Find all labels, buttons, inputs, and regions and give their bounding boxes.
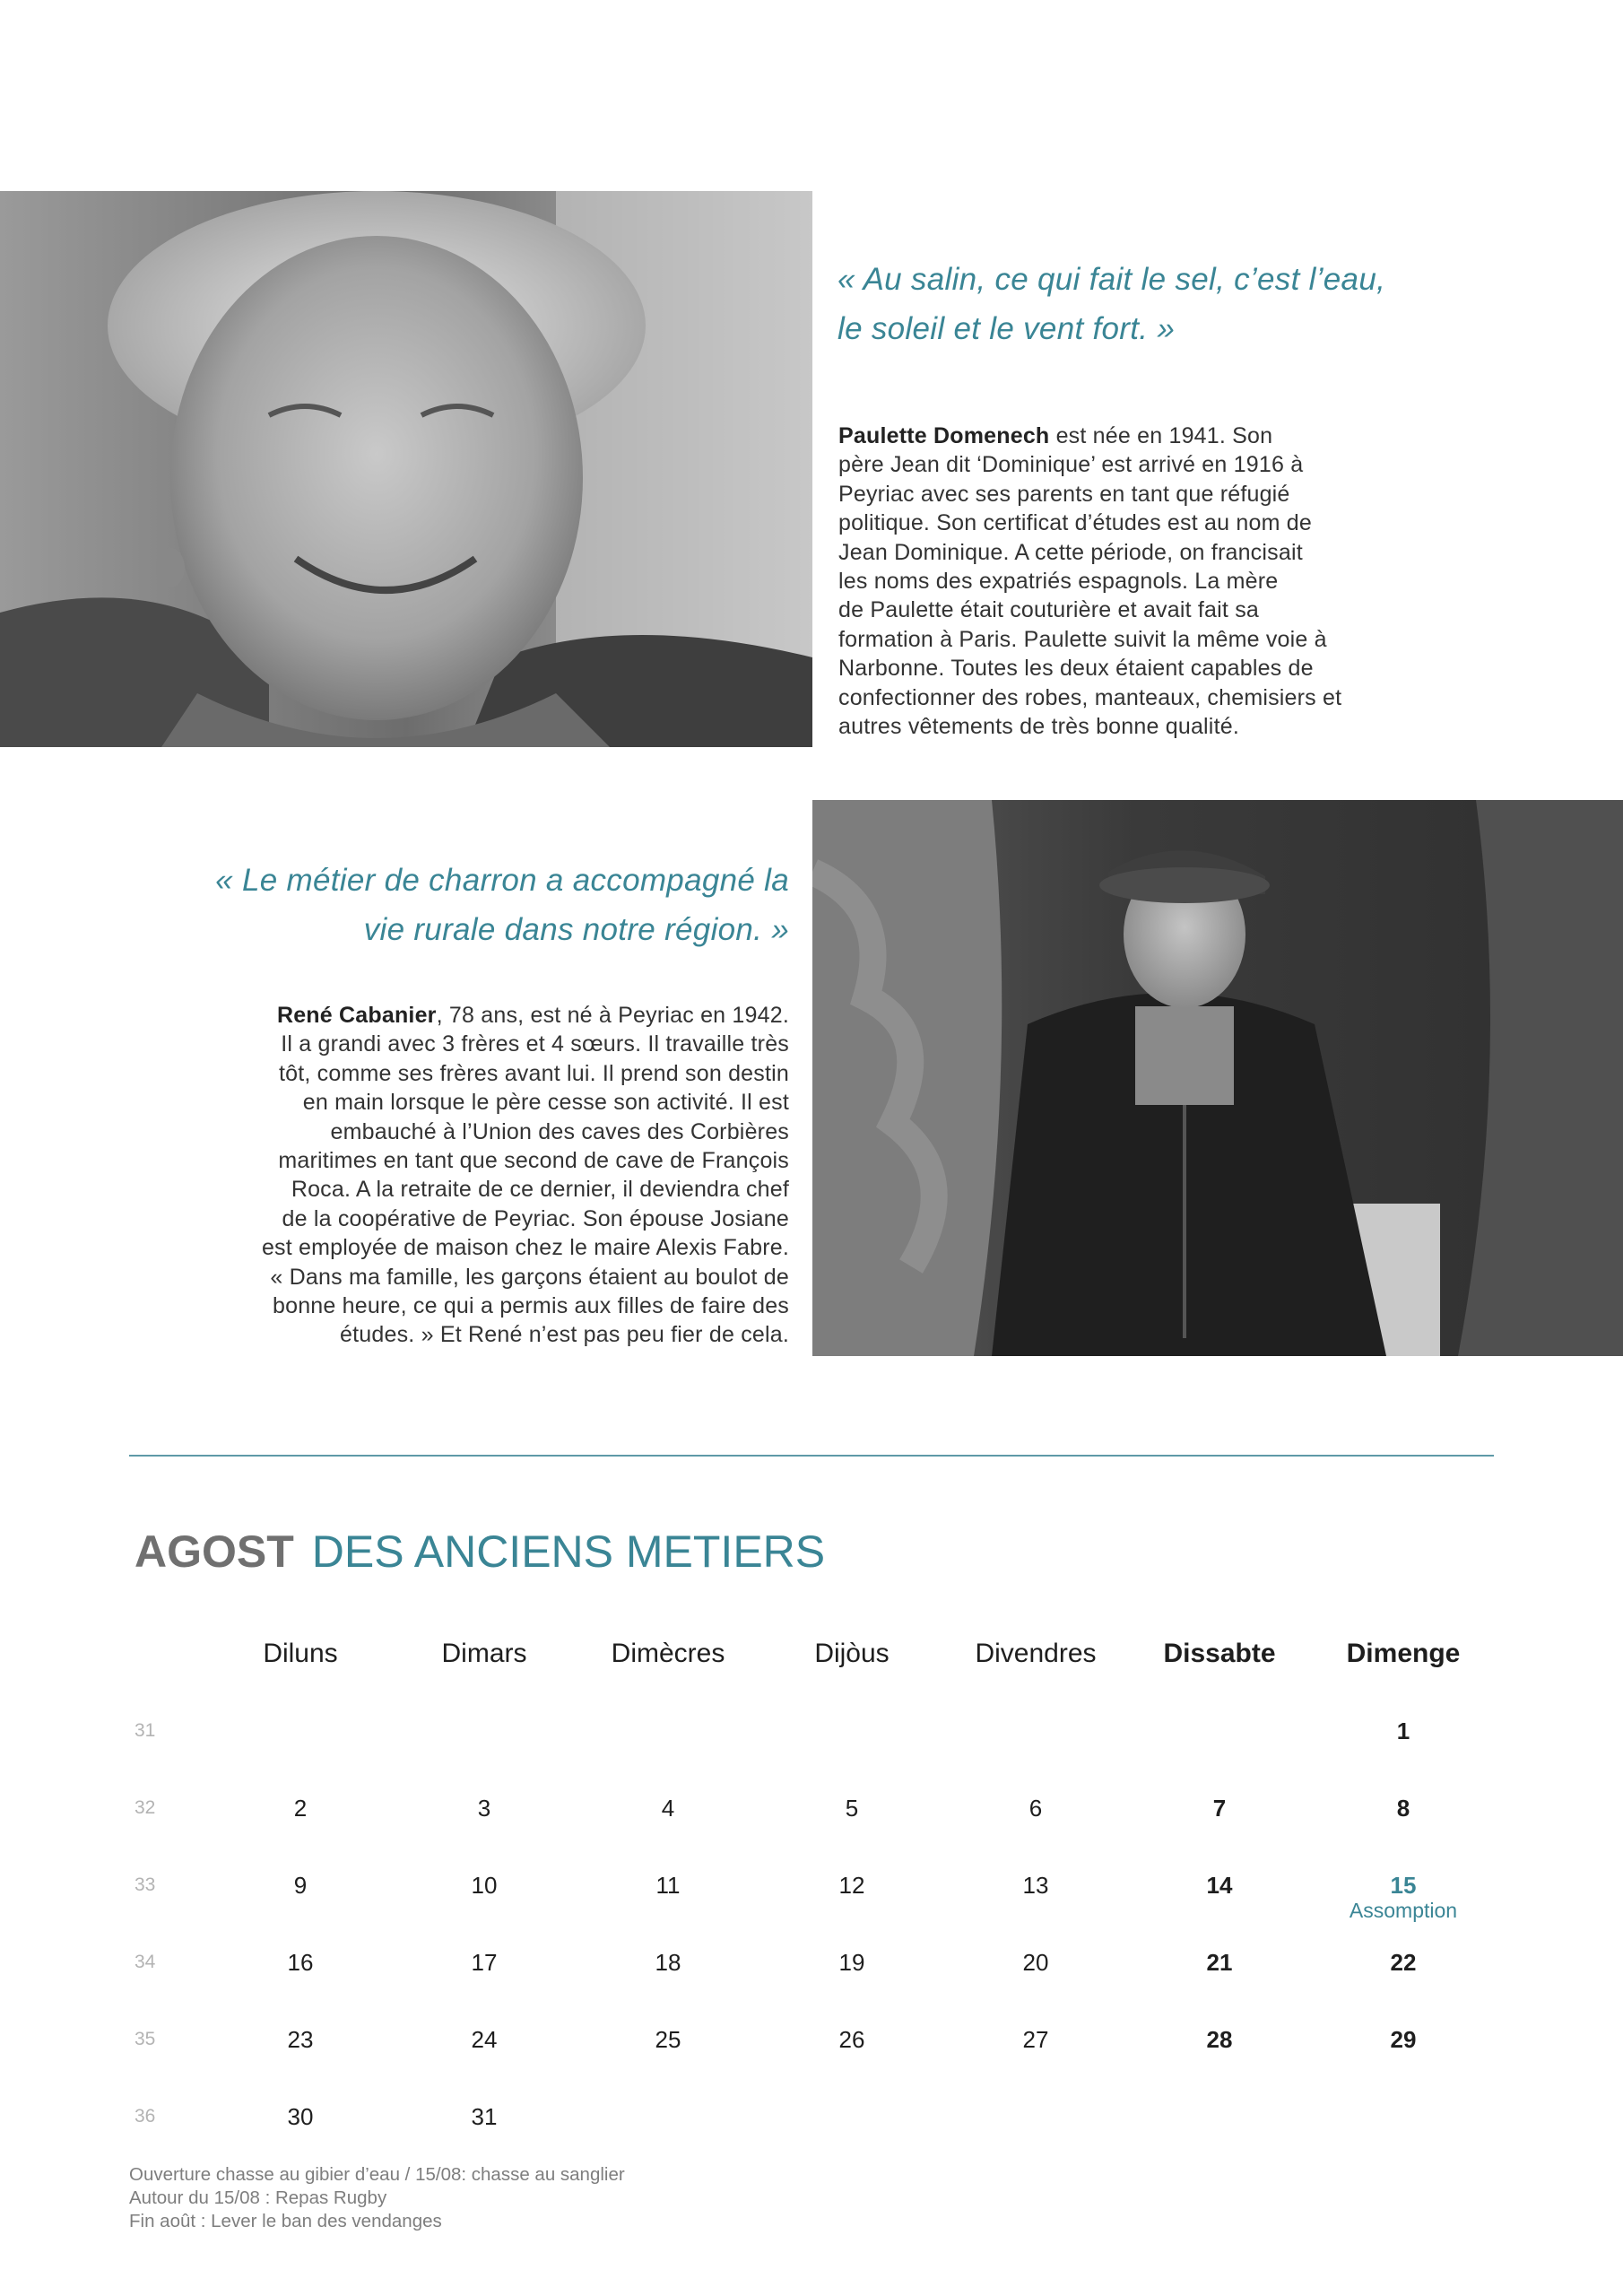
calendar-day: 22 — [1390, 1949, 1417, 1976]
month-name: AGOST — [135, 1526, 294, 1577]
day-header-tuesday: Dimars — [441, 1639, 527, 1668]
calendar-day: 9 — [293, 1872, 308, 1899]
calendar-day: 6 — [1028, 1795, 1043, 1822]
calendar-day: 18 — [655, 1949, 681, 1976]
day-header-saturday: Dissabte — [1163, 1639, 1276, 1668]
quote-rene: « Le métier de charron a accompagné la vie rurale dans notre région. » — [215, 863, 789, 947]
calendar-day: 28 — [1206, 2026, 1233, 2053]
calendar-day: 5 — [845, 1795, 859, 1822]
section-divider — [129, 1455, 1494, 1457]
calendar-note: Ouverture chasse au gibier d’eau / 15/08: chasse au sanglier — [129, 2164, 625, 2185]
calendar-day: 25 — [655, 2026, 681, 2053]
day-header-friday: Divendres — [975, 1639, 1097, 1668]
week-number: 35 — [135, 2029, 156, 2049]
calendar-day: 30 — [287, 2103, 314, 2130]
calendar-day: 23 — [287, 2026, 314, 2053]
calendar-day: 7 — [1212, 1795, 1227, 1822]
holiday-label: Assomption — [1349, 1899, 1458, 1922]
calendar-day: 8 — [1396, 1795, 1410, 1822]
bio-rene: René Cabanier, 78 ans, est né à Peyriac en 1942. Il a grandi avec 3 frères et 4 sœurs. Il travaille très tôt, comme ses frères avant lui. Il prend son destin en main lorsque le père cesse son activité. Il est embauché à l’Union des caves des Corbières maritimes en tant que second de cave de François Roca. A la retraite de ce dernier, il deviendra chef de la coopérative de Peyriac. Son épouse Josiane est employée de maison chez le maire Alexis Fabre. « Dans ma famille, les garçons étaient au boulot de bonne heure, ce qui a permis aux filles de faire des études. » Et René n’est pas peu fier de cela. — [261, 1003, 789, 1348]
calendar-day: 29 — [1390, 2026, 1417, 2053]
calendar-day: 4 — [661, 1795, 675, 1822]
calendar-day: 14 — [1206, 1872, 1233, 1899]
calendar-day-holiday: 15 — [1390, 1872, 1417, 1899]
day-header-monday: Diluns — [263, 1639, 338, 1668]
quote-paulette: « Au salin, ce qui fait le sel, c’est l’eau, le soleil et le vent fort. » — [838, 262, 1386, 346]
calendar-day: 17 — [471, 1949, 498, 1976]
month-title — [135, 1525, 825, 1578]
week-number: 36 — [135, 2106, 156, 2126]
bio-paulette: Paulette Domenech est née en 1941. Son père Jean dit ‘Dominique’ est arrivé en 1916 à Peyriac avec ses parents en tant que réfugié politique. Son certificat d’études est au nom de Jean Dominique. A cette période, on francisait les noms des expatriés espagnols. La mère de Paulette était couturière et avait fait sa formation à Paris. Paulette suivit la même voie à Narbonne. Toutes les deux étaient capables de confectionner des robes, manteaux, chemisiers et autres vêtements de très bonne qualité. — [838, 423, 1342, 740]
calendar-day: 19 — [838, 1949, 865, 1976]
calendar-day: 3 — [477, 1795, 491, 1822]
bio-name: René Cabanier — [276, 1003, 437, 1028]
calendar-day: 16 — [287, 1949, 314, 1976]
calendar-day: 10 — [471, 1872, 498, 1899]
calendar-day: 12 — [838, 1872, 865, 1899]
week-number: 33 — [135, 1874, 156, 1895]
calendar-day: 31 — [471, 2103, 498, 2130]
week-number: 31 — [135, 1720, 156, 1741]
calendar-day: 27 — [1022, 2026, 1049, 2053]
week-number: 32 — [135, 1797, 156, 1818]
calendar-day: 26 — [838, 2026, 865, 2053]
day-header-sunday: Dimenge — [1346, 1639, 1461, 1668]
calendar-note: Autour du 15/08 : Repas Rugby — [129, 2187, 387, 2208]
week-number: 34 — [135, 1952, 156, 1972]
calendar-day: 1 — [1396, 1718, 1410, 1744]
calendar-day: 20 — [1022, 1949, 1049, 1976]
calendar-day: 11 — [655, 1872, 681, 1899]
bio-name: Paulette Domenech — [838, 423, 1050, 448]
portrait-photo-paulette — [0, 191, 812, 747]
calendar-day: 24 — [471, 2026, 498, 2053]
day-header-wednesday: Dimècres — [611, 1639, 725, 1668]
calendar-day: 13 — [1022, 1872, 1049, 1899]
calendar-note: Fin août : Lever le ban des vendanges — [129, 2211, 442, 2231]
month-theme: DES ANCIENS METIERS — [311, 1526, 826, 1577]
calendar-day: 21 — [1206, 1949, 1233, 1976]
day-header-thursday: Dijòus — [814, 1639, 890, 1668]
portrait-photo-rene — [812, 800, 1623, 1356]
calendar-day: 2 — [293, 1795, 308, 1822]
